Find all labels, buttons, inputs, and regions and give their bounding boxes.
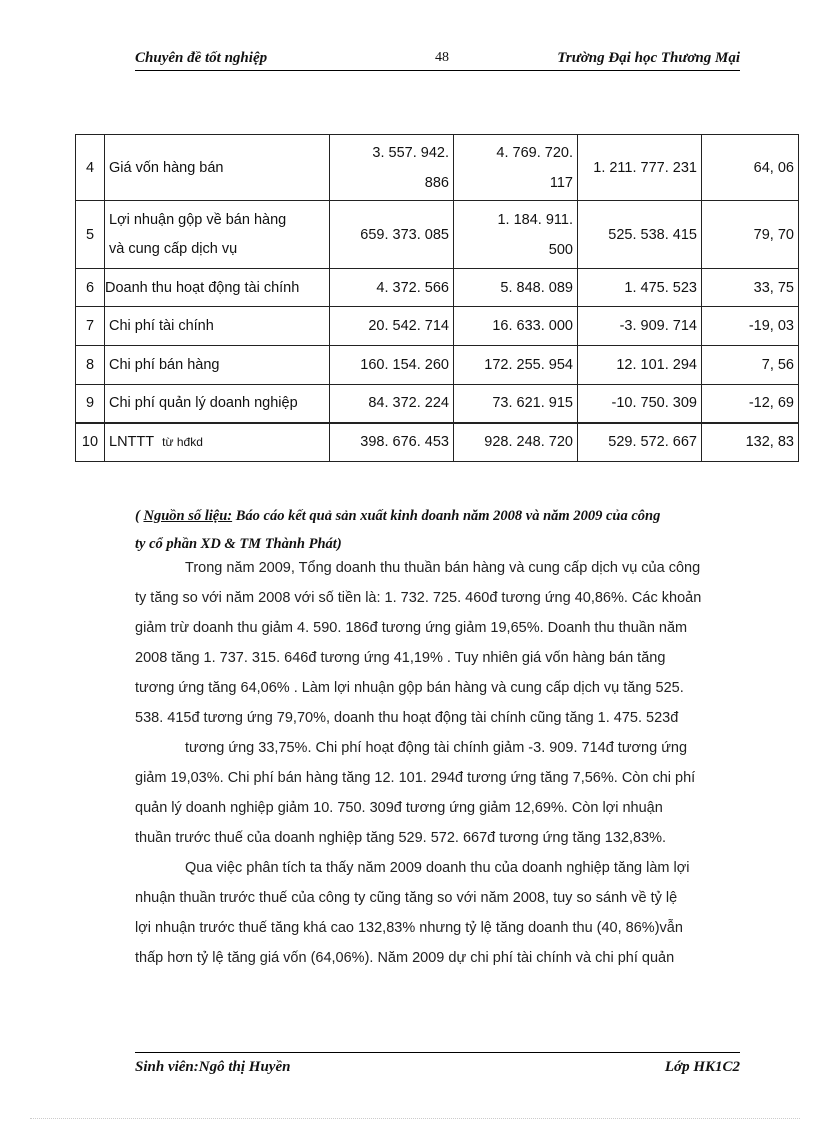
paragraph-line: thấp hơn tỷ lệ tăng giá vốn (64,06%). Năm 2009 dự chi phí tài chính và chi phí quản (135, 950, 675, 966)
value-2009: 172. 255. 954 (454, 346, 578, 385)
table-row (76, 307, 799, 346)
value-2009: 1. 184. 911. 500 (454, 201, 578, 269)
value-2009: 5. 848. 089 (454, 269, 578, 307)
paragraph-line: nhuận thuần trước thuế của công ty cũng tăng so với năm 2008, tuy so sánh về tỷ lệ (135, 890, 678, 906)
row-number: 7 (76, 307, 105, 346)
value-2008: 84. 372. 224 (330, 385, 454, 423)
value-2008: 20. 542. 714 (330, 307, 454, 346)
table-row (76, 201, 799, 269)
value-percent: 132, 83 (702, 423, 799, 462)
paragraph-line: tương ứng tăng 64,06% . Làm lợi nhuận gộp bán hàng và cung cấp dịch vụ tăng 525. (135, 680, 684, 696)
value-2009: 4. 769. 720. 117 (454, 135, 578, 201)
value-difference: 525. 538. 415 (578, 201, 702, 269)
table-row (76, 385, 799, 423)
row-number: 9 (76, 385, 105, 423)
row-number: 6 (76, 269, 105, 307)
value-percent: 79, 70 (702, 201, 799, 269)
value-difference: 12. 101. 294 (578, 346, 702, 385)
value-difference: 1. 475. 523 (578, 269, 702, 307)
row-label: Chi phí quản lý doanh nghiệp (105, 385, 330, 423)
table-row (76, 135, 799, 201)
data-source-note: ( Nguồn số liệu: Báo cáo kết quả sản xuất kinh doanh năm 2008 và năm 2009 của công ty cổ phần XD & TM Thành Phát) (135, 508, 661, 552)
paragraph-line: giảm 19,03%. Chi phí bán hàng tăng 12. 101. 294đ tương ứng tăng 7,56%. Còn chi phí (135, 770, 696, 786)
value-percent: 33, 75 (702, 269, 799, 307)
paragraph-line: Qua việc phân tích ta thấy năm 2009 doanh thu của doanh nghiệp tăng làm lợi (185, 860, 690, 876)
paragraph-line: Trong năm 2009, Tổng doanh thu thuần bán hàng và cung cấp dịch vụ của công (185, 560, 701, 576)
header-university: Trường Đại học Thương Mại (557, 50, 740, 66)
table-row (76, 269, 799, 307)
paragraph-line: lợi nhuận trước thuế tăng khá cao 132,83% nhưng tỷ lệ tăng doanh thu (40, 86%)vẫn (135, 920, 683, 936)
value-percent: -19, 03 (702, 307, 799, 346)
financial-table (75, 134, 799, 462)
value-percent: -12, 69 (702, 385, 799, 423)
row-label: LNTTT từ hđkd (105, 423, 330, 462)
value-difference: -10. 750. 309 (578, 385, 702, 423)
footer-student: Sinh viên:Ngô thị Huyền (135, 1059, 291, 1075)
value-difference: -3. 909. 714 (578, 307, 702, 346)
table-row (76, 346, 799, 385)
row-number: 4 (76, 135, 105, 201)
value-2009: 928. 248. 720 (454, 423, 578, 462)
value-2008: 160. 154. 260 (330, 346, 454, 385)
paragraph-line: 538. 415đ tương ứng 79,70%, doanh thu hoạt động tài chính cũng tăng 1. 475. 523đ (135, 710, 679, 726)
row-label: Doanh thu hoạt động tài chính (105, 269, 330, 307)
row-label: Giá vốn hàng bán (105, 135, 330, 201)
paragraph-line: tương ứng 33,75%. Chi phí hoạt động tài chính giảm -3. 909. 714đ tương ứng (185, 740, 688, 756)
table-row (76, 423, 799, 462)
value-2008: 4. 372. 566 (330, 269, 454, 307)
page-number: 48 (435, 50, 449, 65)
paragraph-line: thuần trước thuế của doanh nghiệp tăng 529. 572. 667đ tương ứng tăng 132,83%. (135, 830, 667, 846)
paragraph-line: 2008 tăng 1. 737. 315. 646đ tương ứng 41,19% . Tuy nhiên giá vốn hàng bán tăng (135, 650, 666, 666)
value-2009: 73. 621. 915 (454, 385, 578, 423)
footer-class: Lớp HK1C2 (664, 1059, 740, 1075)
page-bottom-divider (30, 1118, 800, 1119)
row-number: 10 (76, 423, 105, 462)
page-header (135, 48, 740, 71)
value-2009: 16. 633. 000 (454, 307, 578, 346)
paragraph-line: giảm trừ doanh thu giảm 4. 590. 186đ tương ứng giảm 19,65%. Doanh thu thuần năm (135, 620, 688, 636)
value-difference: 1. 211. 777. 231 (578, 135, 702, 201)
row-label: Lợi nhuận gộp về bán hàng và cung cấp dịch vụ (105, 201, 330, 269)
value-percent: 64, 06 (702, 135, 799, 201)
paragraph-line: ty tăng so với năm 2008 với số tiền là: 1. 732. 725. 460đ tương ứng 40,86%. Các khoản (135, 590, 702, 606)
source-label: Nguồn số liệu: (143, 508, 233, 524)
value-2008: 3. 557. 942. 886 (330, 135, 454, 201)
row-label: Chi phí bán hàng (105, 346, 330, 385)
row-label: Chi phí tài chính (105, 307, 330, 346)
row-number: 5 (76, 201, 105, 269)
row-number: 8 (76, 346, 105, 385)
header-thesis-title: Chuyên đề tốt nghiệp (135, 50, 268, 66)
page-footer (135, 1052, 740, 1077)
value-2008: 398. 676. 453 (330, 423, 454, 462)
value-difference: 529. 572. 667 (578, 423, 702, 462)
paragraph-line: quản lý doanh nghiệp giảm 10. 750. 309đ tương ứng giảm 12,69%. Còn lợi nhuận (135, 800, 663, 816)
value-2008: 659. 373. 085 (330, 201, 454, 269)
value-percent: 7, 56 (702, 346, 799, 385)
